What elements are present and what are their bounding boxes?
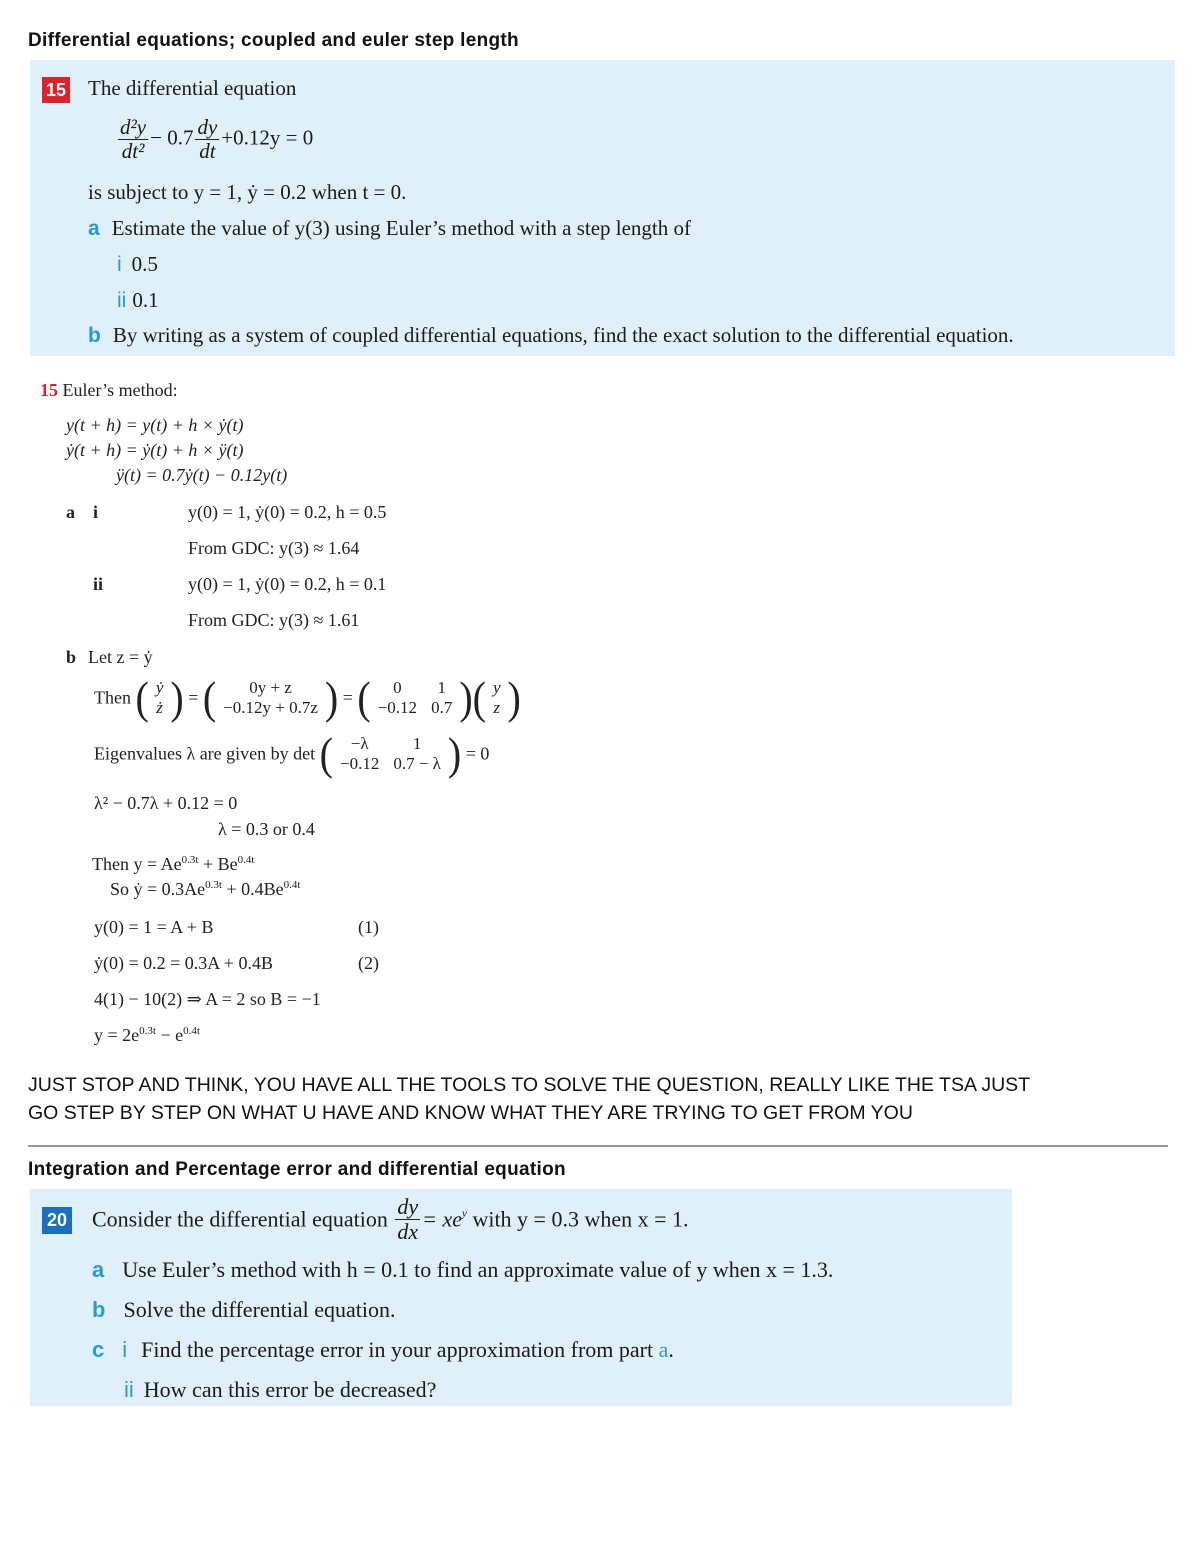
question-20-part-c-i: c i Find the percentage error in your approximation from part a. <box>92 1337 674 1362</box>
section-divider <box>28 1145 1168 1147</box>
solution-15-a-ii-result: From GDC: y(3) ≈ 1.61 <box>188 610 360 630</box>
section2-heading: Integration and Percentage error and differential equation <box>28 1159 566 1180</box>
question-15-part-a-i: i 0.5 <box>117 252 158 276</box>
solution-15-a-i-label: i <box>93 502 99 522</box>
solution-15-roots: λ = 0.3 or 0.4 <box>218 819 315 839</box>
solution-15-ic2-tag: (2) <box>358 953 379 973</box>
question-15-box <box>30 60 1175 356</box>
solution-15-line2: ẏ(t + h) = ẏ(t) + h × ÿ(t) <box>66 440 244 460</box>
solution-15-solve: 4(1) − 10(2) ⇒ A = 2 so B = −1 <box>94 989 321 1009</box>
solution-15-a-i-result: From GDC: y(3) ≈ 1.64 <box>188 538 360 558</box>
question-20-intro: Consider the differential equation $\frac{dy}{dx}$ = $xe^y$ with y = 0.3 when x = 1. <box>92 1194 689 1245</box>
question-20-part-b: b Solve the differential equation. <box>92 1297 396 1322</box>
solution-15-b-let: b Let z = ẏ <box>66 647 153 667</box>
question-15-part-a: a Estimate the value of y(3) using Euler’s method with a step length of <box>88 216 692 240</box>
solution-15-line1: y(t + h) = y(t) + h × ẏ(t) <box>66 415 244 435</box>
solution-15-title: 15 Euler’s method: <box>40 380 178 400</box>
study-note-line2: GO STEP BY STEP ON WHAT U HAVE AND KNOW WHAT THEY ARE TRYING TO GET FROM YOU <box>28 1102 913 1124</box>
question-15-intro: The differential equation <box>88 76 297 100</box>
question-15-number: 15 <box>42 77 70 103</box>
solution-15-general-y: Then $y = Ae^{0.3t} + Be^{0.4t}$ <box>92 854 255 874</box>
question-15-part-a-ii: ii 0.1 <box>117 288 159 312</box>
solution-15-eigen-det: Eigenvalues λ are given by det ( −λ 1 −0.12 0.7 − λ ) = 0 <box>94 727 490 780</box>
solution-15-ic1: y(0) = 1 = A + B <box>94 917 214 937</box>
solution-15-final: $y = 2e^{0.3t} - e^{0.4t}$ <box>94 1025 200 1045</box>
solution-15-matrix-system: Then ( ẏ ż ) = ( 0y + z −0.12y + 0.7z ) = ( 0 1 −0.12 0.7 )( y z ) <box>94 671 521 724</box>
section1-heading: Differential equations; coupled and euler step length <box>28 30 519 51</box>
question-15-equation: $\frac{\text{d²y}}{\text{dt²}}$ − 0.7 $\frac{dy}{dt}$ +0.12y = 0 <box>120 115 314 164</box>
solution-15-a-ii-label: ii <box>93 574 104 594</box>
solution-15-a-label: a <box>66 502 75 522</box>
solution-15-line3: ÿ(t) = 0.7ẏ(t) − 0.12y(t) <box>116 465 288 485</box>
question-20-number: 20 <box>42 1207 72 1234</box>
solution-15-a-ii-cond: y(0) = 1, ẏ(0) = 0.2, h = 0.1 <box>188 574 387 594</box>
solution-15-general-ydot: So ẏ = $0.3Ae^{0.3t} + 0.4Be^{0.4t}$ <box>110 879 301 899</box>
question-20-part-c-ii: ii How can this error be decreased? <box>124 1377 437 1402</box>
question-15-condition: is subject to y = 1, ẏ = 0.2 when t = 0. <box>88 180 407 204</box>
solution-15-ic1-tag: (1) <box>358 917 379 937</box>
solution-15-char-eq: λ² − 0.7λ + 0.12 = 0 <box>94 793 238 813</box>
solution-15-ic2: ẏ(0) = 0.2 = 0.3A + 0.4B <box>94 953 273 973</box>
solution-15-a-i-cond: y(0) = 1, ẏ(0) = 0.2, h = 0.5 <box>188 502 387 522</box>
study-note-line1: JUST STOP AND THINK, YOU HAVE ALL THE TOOLS TO SOLVE THE QUESTION, REALLY LIKE THE TSA JUST <box>28 1074 1031 1096</box>
question-15-part-b: b By writing as a system of coupled differential equations, find the exact solution to the differential equation. <box>88 323 1014 347</box>
question-20-part-a: a Use Euler’s method with h = 0.1 to find an approximate value of y when x = 1.3. <box>92 1257 834 1282</box>
